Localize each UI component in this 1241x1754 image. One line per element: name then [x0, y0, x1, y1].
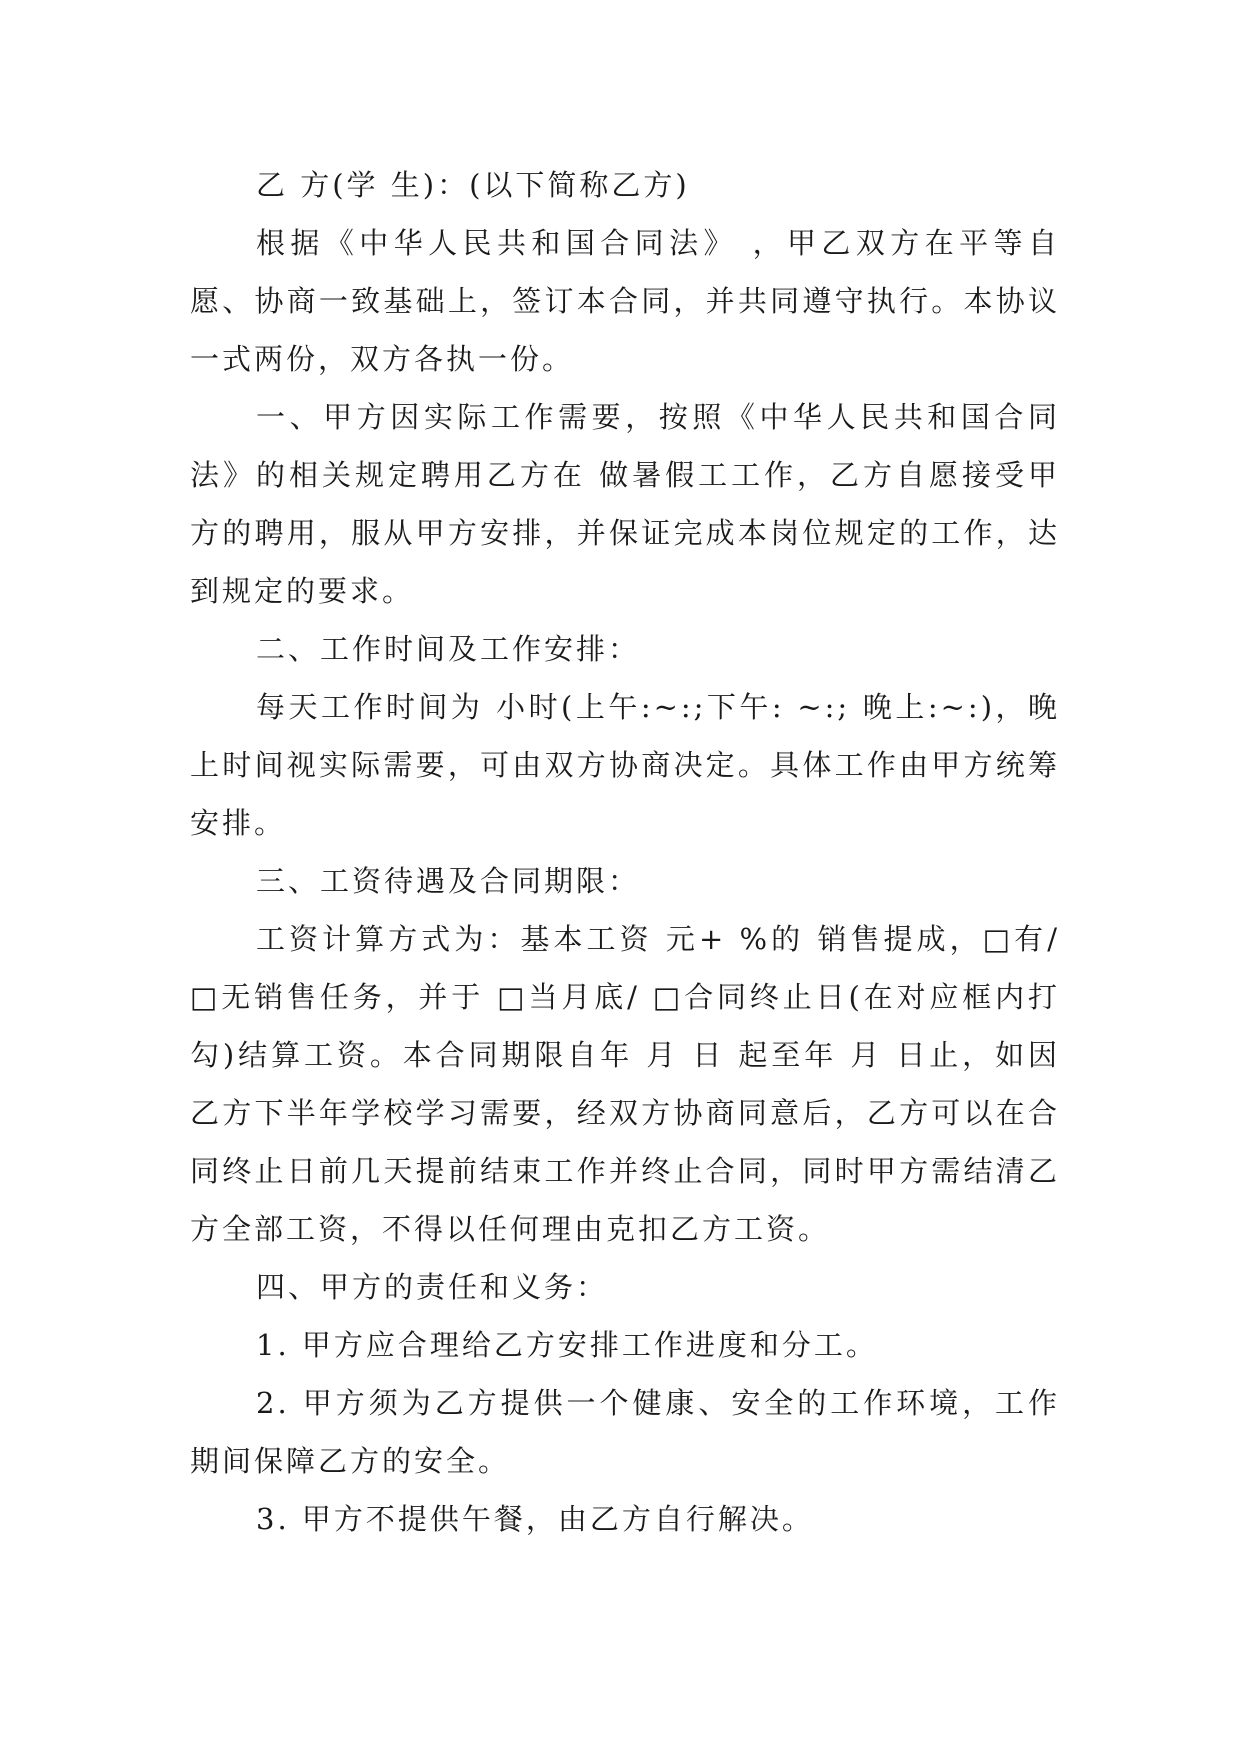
work-hours-paragraph: 每天工作时间为 小时(上午:~:;下午: ~:; 晚上:~:)，晚上时间视实际需要，可由双方协商决定。具体工作由甲方统筹安排。 — [190, 690, 1060, 840]
document-body — [190, 156, 1060, 1548]
salary-term-paragraph: 工资计算方式为：基本工资 元+ %的 销售提成，□有/□无销售任务，并于 □当月底/ □合同终止日(在对应框内打勾)结算工资。本合同期限自年 月 日 起至年 月 日止，如因乙方下半年学校学习需要，经双方协商同意后，乙方可以在合同终止日前几天提前结束工作并终止合同，同时甲方需结清乙方全部工资，不得以任何理由克扣乙方工资。 — [190, 922, 1060, 1246]
duty-item-2: 2. 甲方须为乙方提供一个健康、安全的工作环境，工作期间保障乙方的安全。 — [190, 1386, 1060, 1478]
party-b-line: 乙 方(学 生)：(以下简称乙方) — [256, 168, 690, 202]
duty-item-3: 3. 甲方不提供午餐，由乙方自行解决。 — [256, 1502, 814, 1536]
duty-item-1: 1. 甲方应合理给乙方安排工作进度和分工。 — [256, 1328, 878, 1362]
clause-1-paragraph: 一、甲方因实际工作需要，按照《中华人民共和国合同法》的相关规定聘用乙方在 做暑假工工作，乙方自愿接受甲方的聘用，服从甲方安排，并保证完成本岗位规定的工作，达到规定的要求。 — [190, 400, 1060, 608]
preamble-paragraph: 根据《中华人民共和国合同法》 ，甲乙双方在平等自愿、协商一致基础上，签订本合同，并共同遵守执行。本协议一式两份，双方各执一份。 — [190, 226, 1060, 376]
section-2-heading: 二、工作时间及工作安排： — [256, 632, 641, 666]
section-3-heading: 三、工资待遇及合同期限： — [256, 864, 641, 898]
section-4-heading: 四、甲方的责任和义务： — [256, 1270, 609, 1304]
